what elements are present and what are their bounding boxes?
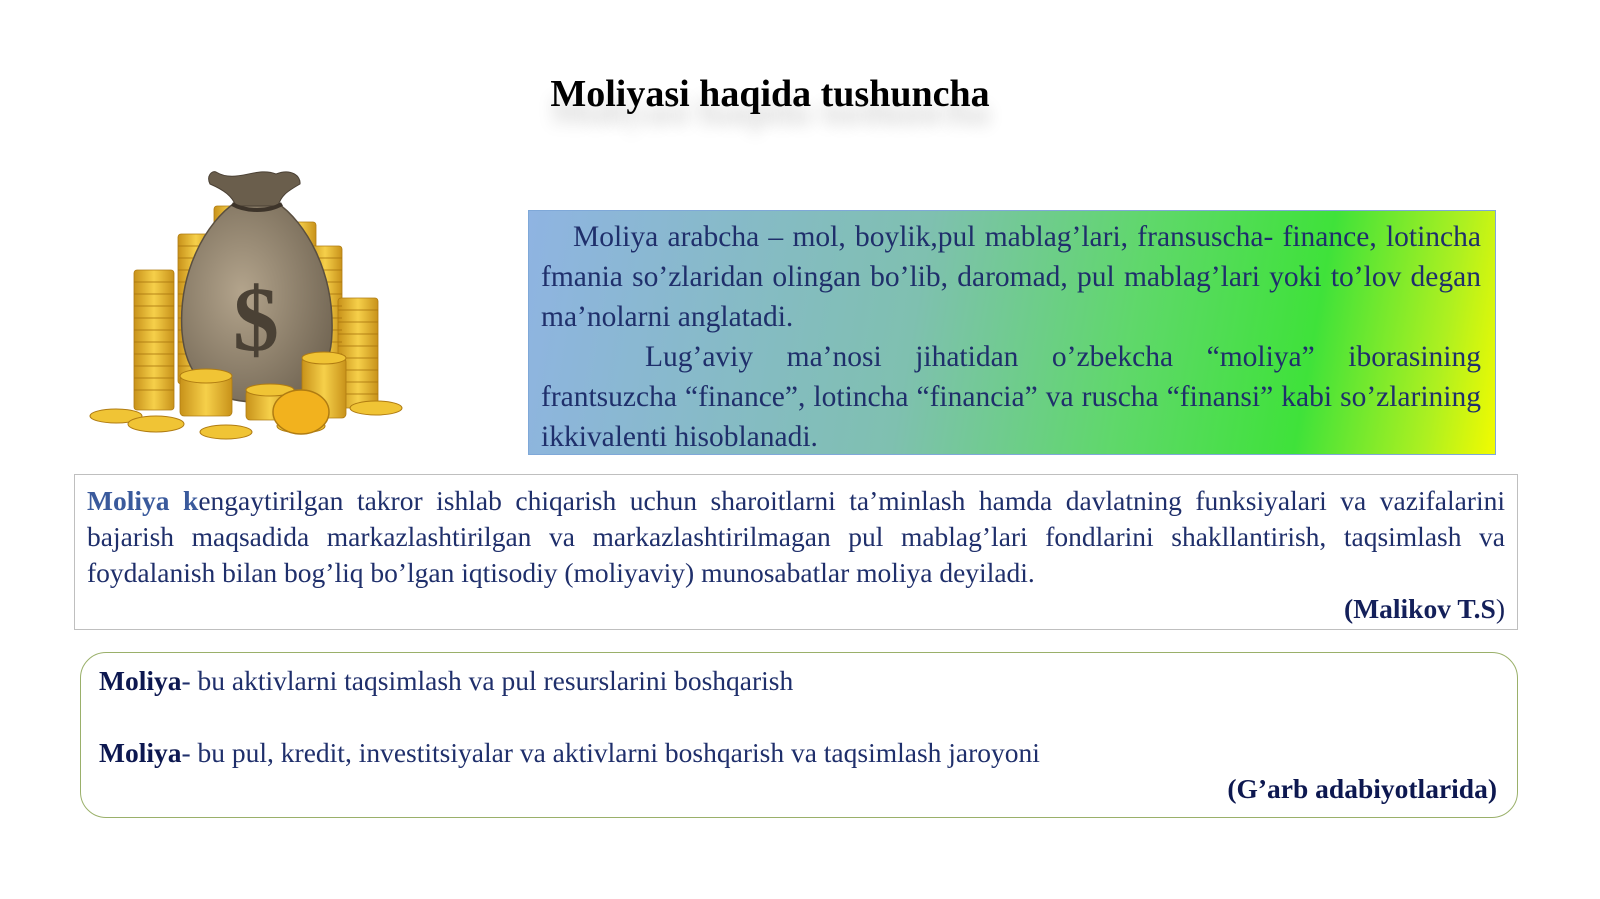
slide-title: Moliyasi haqida tushuncha	[550, 73, 990, 115]
definition-text: engaytirilgan takror ishlab chiqarish uchun sharoitlarni ta’minlash hamda davlatning funksiyalari va vazifalarini bajarish maqsadida markazlashtirilgan va markazlashtirilmagan pul mablag’lari fondlarini shakllantirish, taqsimlash va foydalanish bilan bog’liq bo’lgan iqtisodiy (moliyaviy) munosabatlar moliya deyiladi.	[87, 485, 1505, 588]
definition-source: (Malikov T.S)	[1344, 593, 1505, 624]
western-definitions-box	[80, 652, 1518, 818]
etymology-paragraph-2: Lug’aviy ma’nosi jihatidan o’zbekcha “moliya” iborasining frantsuzcha “finance”, lotincha “financia” va ruscha “finansi” kabi so’zlarining ikkivalenti hisoblanadi.	[541, 341, 1481, 453]
etymology-box	[528, 210, 1496, 455]
definition-box	[74, 474, 1518, 630]
western-keyword-2: Moliya	[99, 737, 182, 768]
western-source: (G’arb adabiyotlarida)	[1227, 773, 1497, 804]
definition-paragraph	[87, 483, 1505, 591]
western-definition-1: Moliya- bu aktivlarni taqsimlash va pul resurslarini boshqarish	[99, 665, 794, 696]
etymology-paragraph-1: Moliya arabcha – mol, boylik,pul mablag’lari, fransuscha- finance, lotincha fmania so’zlaridan olingan bo’lib, daromad, pul mablag’lari yoki to’lov degan ma’nolarni anglatadi.	[541, 221, 1481, 333]
bag-dollar-sign: $	[233, 268, 279, 370]
western-definition-2: Moliya- bu pul, kredit, investitsiyalar va aktivlarni boshqarish va taqsimlash jaroyoni	[99, 737, 1040, 768]
money-bag-with-gold-coins-icon	[86, 162, 416, 452]
definition-keyword: Moliya k	[87, 485, 199, 516]
western-keyword-1: Moliya	[99, 665, 182, 696]
